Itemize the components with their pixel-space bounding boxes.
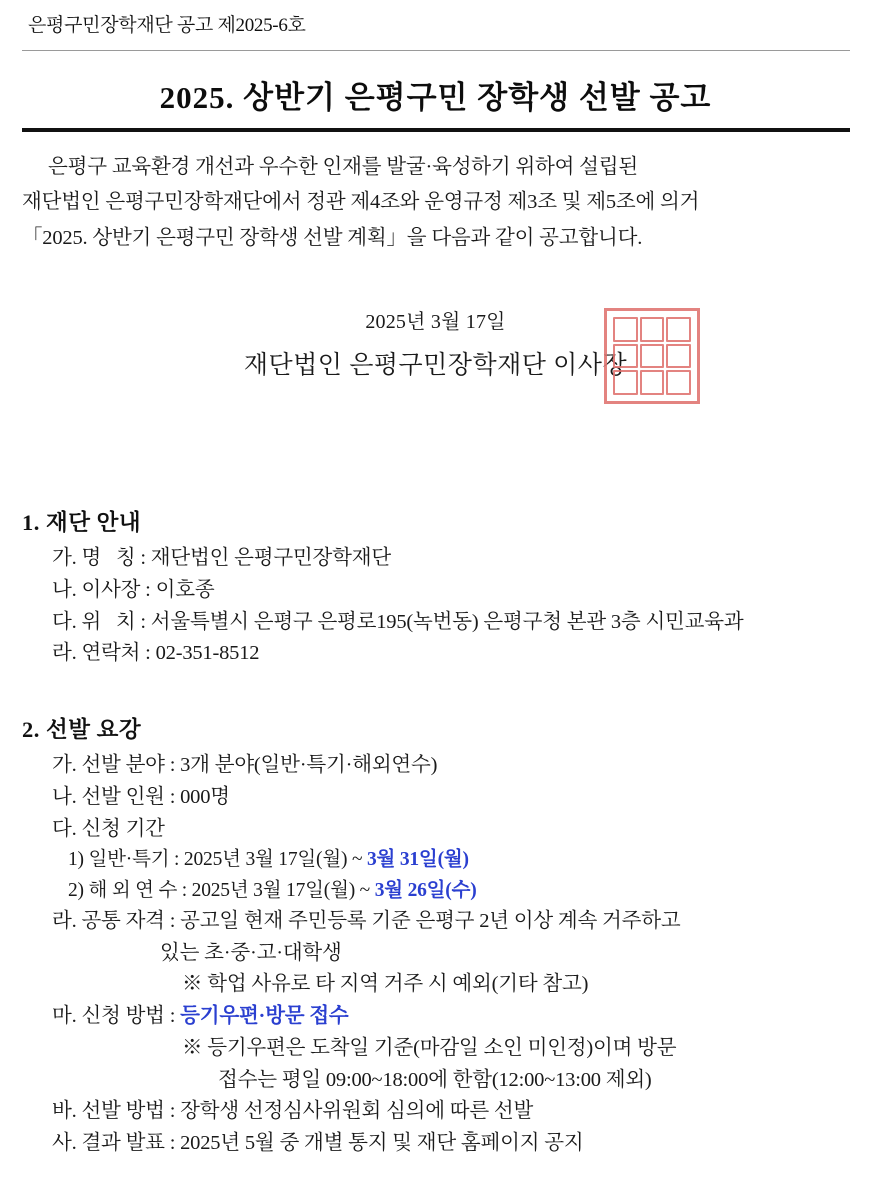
section2-eligibility-cont: 있는 초·중·고·대학생 [160, 941, 342, 964]
section2-period-overseas [22, 876, 850, 906]
section2-apply-note-2: 접수는 평일 09:00~18:00에 한함(12:00~13:00 제외) [218, 1068, 652, 1091]
seal-cell [666, 317, 691, 342]
section2-item-apply-method [22, 1001, 850, 1033]
intro-paragraph [22, 150, 850, 256]
seal-cell [613, 344, 638, 369]
issuer-line: 재단법인 은평구민장학재단 이사장 [243, 352, 628, 379]
period-overseas-deadline: 3월 26일(수) [374, 879, 477, 901]
seal-cell [666, 344, 691, 369]
seal-cell [640, 344, 665, 369]
intro-line-3: 「2025. 상반기 은평구민 장학생 선발 계획」을 다음과 같이 공고합니다. [22, 226, 643, 249]
period-general-text: 1) 일반·특기 : 2025년 3월 17일(월) ~ [68, 849, 367, 871]
issue-date: 2025년 3월 17일 [365, 311, 506, 333]
period-overseas-text: 2) 해 외 연 수 : 2025년 3월 17일(월) ~ [68, 879, 375, 901]
apply-method-highlight: 등기우편·방문 접수 [180, 1005, 349, 1028]
seal-cell [613, 317, 638, 342]
header-divider [22, 50, 850, 51]
period-general-deadline: 3월 31일(월) [366, 849, 469, 871]
section2-item-period: 다. 신청 기간 [52, 817, 165, 840]
seal-grid [613, 317, 691, 395]
section2-item-eligibility: 라. 공통 자격 : 공고일 현재 주민등록 기준 은평구 2년 이상 계속 거주하고 [52, 909, 681, 932]
section2-period-general [22, 845, 850, 875]
section2-item-announcement: 사. 결과 발표 : 2025년 5월 중 개별 통지 및 재단 홈페이지 공지 [52, 1132, 584, 1155]
intro-line-2: 재단법인 은평구민장학재단에서 정관 제4조와 운영규정 제3조 및 제5조에 의거 [22, 191, 700, 214]
seal-cell [613, 370, 638, 395]
seal-cell [640, 370, 665, 395]
section2-apply-note-1: ※ 등기우편은 도착일 기준(마감일 소인 미인정)이며 방문 [182, 1036, 677, 1059]
section1-item-contact: 라. 연락처 : 02-351-8512 [52, 642, 260, 665]
official-seal-icon [604, 308, 700, 404]
section-foundation-info [22, 505, 850, 670]
section1-item-chairman: 나. 이사장 : 이호종 [52, 578, 215, 601]
section2-item-quota: 나. 선발 인원 : 000명 [52, 785, 230, 808]
section1-heading: 1. 재단 안내 [22, 510, 142, 535]
page-title: 2025. 상반기 은평구민 장학생 선발 공고 [159, 80, 712, 115]
section2-eligibility-note: ※ 학업 사유로 타 지역 거주 시 예외(기타 참고) [182, 973, 589, 996]
section1-item-location: 다. 위 치 : 서울특별시 은평구 은평로195(녹번동) 은평구청 본관 3층 시민교육과 [52, 610, 744, 633]
title-divider [22, 128, 850, 132]
seal-cell [640, 317, 665, 342]
intro-line-1: 은평구 교육환경 개선과 우수한 인재를 발굴·육성하기 위하여 설립된 [48, 156, 638, 178]
section2-item-fields: 가. 선발 분야 : 3개 분야(일반·특기·해외연수) [52, 754, 438, 776]
apply-method-text: 마. 신청 방법 : [52, 1005, 181, 1028]
section2-heading: 2. 선발 요강 [22, 717, 142, 742]
seal-cell [666, 370, 691, 395]
section2-item-select-method: 바. 선발 방법 : 장학생 선정심사위원회 심의에 따른 선발 [52, 1100, 534, 1123]
section1-item-name: 가. 명 칭 : 재단법인 은평구민장학재단 [52, 547, 391, 569]
section-selection-guide [22, 712, 850, 1160]
notice-number: 은평구민장학재단 공고 제2025-6호 [28, 15, 306, 36]
